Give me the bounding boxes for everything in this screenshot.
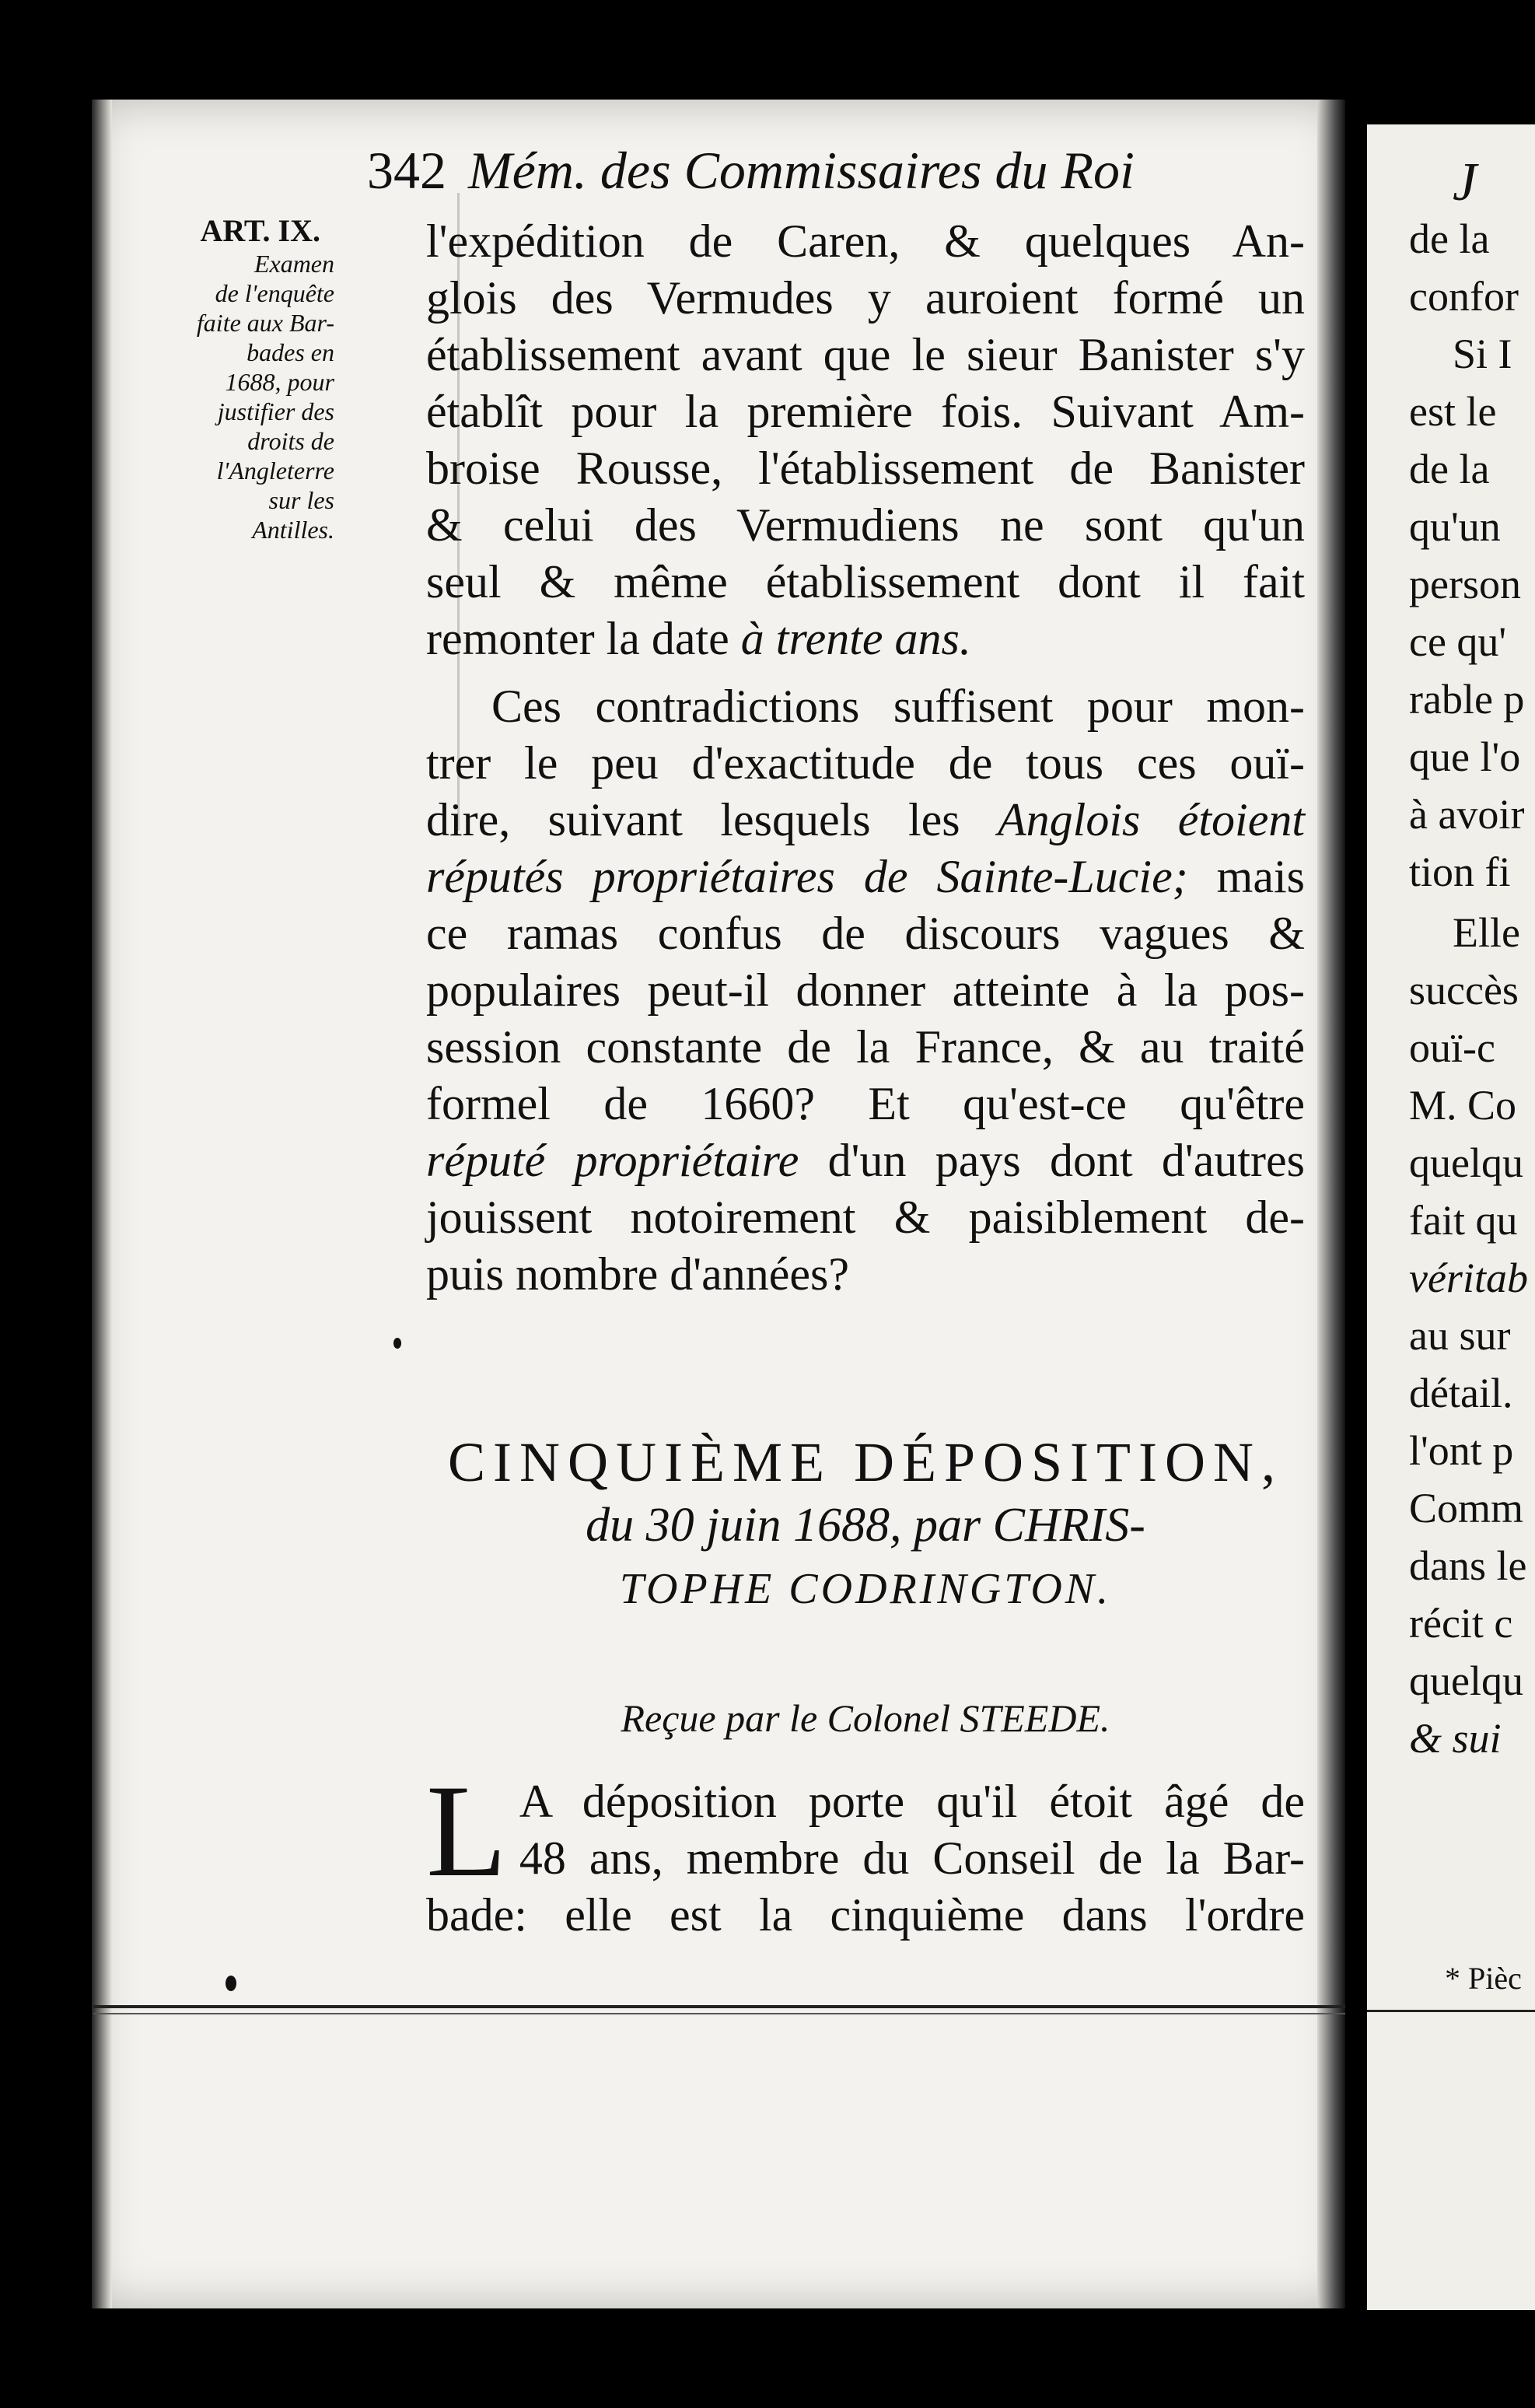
text-run-italic: réputés propriétaires de Sainte-Lucie; <box>426 851 1188 902</box>
neighbor-line: ce qu' <box>1409 618 1507 665</box>
section-heading <box>426 1431 1305 1621</box>
neighbor-line: de la <box>1409 215 1490 262</box>
neighbor-line: l'ont p <box>1409 1427 1514 1474</box>
deposition-text <box>426 1758 1305 1944</box>
neighbor-line: de la <box>1409 446 1490 492</box>
margin-note-line: faite aux Bar- <box>196 309 334 337</box>
text-line: session constante de la France, & au traité <box>426 1021 1305 1073</box>
margin-note <box>171 213 334 544</box>
page-gutter <box>1317 100 1345 2308</box>
text-run-italic: à trente ans. <box>740 613 971 664</box>
text-line: populaires peut-il donner atteinte à la pos- <box>426 964 1305 1016</box>
neighbor-footnote: * Pièc <box>1445 1961 1522 1996</box>
margin-note-line: l'Angleterre <box>216 457 334 485</box>
text-line <box>426 611 1305 667</box>
text-run-italic: réputé propriétaire <box>426 1135 799 1186</box>
neighbor-line: ouï-c <box>1409 1024 1495 1071</box>
neighbor-line: à avoir <box>1409 791 1525 838</box>
neighbor-line: J <box>1453 152 1477 212</box>
neighbor-line: au sur <box>1409 1312 1511 1359</box>
text-run: remonter la date <box>426 613 741 664</box>
running-header <box>367 140 1269 218</box>
text-line: 48 ans, membre du Conseil de la Bar- <box>519 1832 1305 1884</box>
neighbor-line: qu'un <box>1409 503 1501 550</box>
text-line <box>426 849 1305 905</box>
drop-cap: L <box>426 1758 507 1904</box>
neighbor-line: M. Co <box>1409 1082 1517 1129</box>
page-number: 342 <box>367 141 446 200</box>
neighbor-line: fait qu <box>1409 1197 1518 1244</box>
neighbor-line: dans le <box>1409 1542 1527 1589</box>
neighbor-line: rable p <box>1409 676 1525 723</box>
margin-note-line: 1688, pour <box>225 368 334 396</box>
article-label: ART. IX. <box>200 213 320 248</box>
margin-note-line: justifier des <box>217 397 334 425</box>
text-line: l'expédition de Caren, & quelques An- <box>426 215 1305 267</box>
section-title: CINQUIÈME DÉPOSITION, <box>448 1431 1283 1493</box>
neighbor-line: récit c <box>1409 1600 1513 1647</box>
neighbor-line: Comm <box>1409 1485 1524 1531</box>
text-line: Ces contradictions suffisent pour mon- <box>491 681 1305 732</box>
text-line <box>426 1132 1305 1189</box>
text-line: ce ramas confus de discours vagues & <box>426 908 1305 959</box>
neighbor-line: person <box>1409 561 1521 607</box>
neighbor-line: est le <box>1409 388 1497 435</box>
text-line: bade: elle est la cinquième dans l'ordre <box>426 1889 1305 1941</box>
neighbor-rule <box>1367 2010 1535 2012</box>
section-subtitle-2: TOPHE CODRINGTON. <box>619 1565 1112 1613</box>
margin-note-line: bades en <box>247 338 334 366</box>
bottom-rule-thin <box>93 2013 1345 2014</box>
neighbor-line: véritab <box>1409 1255 1528 1301</box>
neighbor-line: quelqu <box>1409 1657 1523 1704</box>
neighbor-line: quelqu <box>1409 1139 1523 1186</box>
ink-speck <box>393 1338 401 1349</box>
neighbor-line: que l'o <box>1409 733 1521 780</box>
running-title: Mém. des Commissaires du Roi <box>468 141 1135 200</box>
text-line: seul & même établissement dont il fait <box>426 556 1305 607</box>
section-subtitle: du 30 juin 1688, par CHRIS- <box>586 1499 1145 1552</box>
text-line: formel de 1660? Et qu'est-ce qu'être <box>426 1078 1305 1129</box>
text-run: dire, suivant lesquels les <box>426 794 998 845</box>
neighbor-line: détail. <box>1409 1370 1513 1416</box>
margin-note-line: droits de <box>247 427 334 455</box>
neighbor-line: tion fi <box>1409 849 1511 895</box>
received-by: Reçue par le Colonel STEEDE. <box>621 1696 1110 1740</box>
neighbor-page <box>1367 124 1535 2310</box>
margin-note-line: Antilles. <box>252 516 334 544</box>
text-line: glois des Vermudes y auroient formé un <box>426 272 1305 324</box>
body-text <box>426 213 1305 1303</box>
text-run: d'un pays dont d'autres <box>799 1135 1305 1186</box>
margin-note-line: Examen <box>254 250 334 278</box>
text-line: & celui des Vermudiens ne sont qu'un <box>426 499 1305 551</box>
text-run: mais <box>1187 851 1305 902</box>
text-line: établît pour la première fois. Suivant Am- <box>426 386 1305 437</box>
page-left-edge <box>92 100 112 2308</box>
text-line: trer le peu d'exactitude de tous ces ouï- <box>426 737 1305 789</box>
margin-note-line: de l'enquête <box>215 279 334 307</box>
neighbor-line: & sui <box>1409 1715 1502 1762</box>
text-line: jouissent notoirement & paisiblement de- <box>426 1192 1305 1243</box>
ink-speck <box>226 1976 236 1991</box>
text-line: A déposition porte qu'il étoit âgé de <box>519 1776 1305 1827</box>
neighbor-line: confor <box>1409 273 1519 320</box>
neighbor-line: Elle <box>1453 909 1520 956</box>
text-line: puis nombre d'années? <box>426 1248 849 1300</box>
neighbor-line: Si I <box>1453 331 1512 377</box>
text-line: établissement avant que le sieur Banister s'y <box>426 329 1305 380</box>
bottom-rule <box>93 2005 1345 2008</box>
neighbor-line: succès <box>1409 967 1519 1013</box>
margin-note-line: sur les <box>268 486 334 514</box>
text-line <box>426 792 1305 849</box>
text-run-italic: Anglois étoient <box>998 794 1305 845</box>
text-line: broise Rousse, l'établissement de Banister <box>426 443 1305 494</box>
